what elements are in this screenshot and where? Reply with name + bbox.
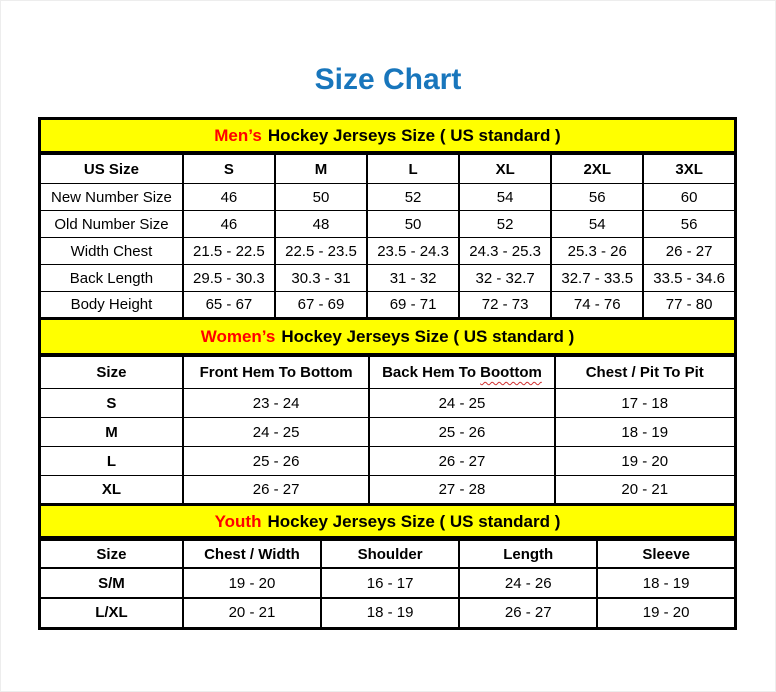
size-value-cell: 26 - 27 [459,598,597,628]
size-value-cell: 18 - 19 [321,598,459,628]
table-row [40,292,736,319]
mens-size-table [38,154,737,320]
table-row [40,184,736,211]
column-header: 2XL [551,155,643,184]
table-row [40,238,736,265]
size-value-cell: 24.3 - 25.3 [459,238,551,265]
column-header: L [367,155,459,184]
table-row [40,568,736,598]
band-highlight-mens: Men’s [214,126,262,145]
size-value-cell: 69 - 71 [367,292,459,319]
size-value-cell: 27 - 28 [369,476,554,505]
row-label: L/XL [40,598,183,628]
womens-size-table [38,356,737,506]
size-value-cell: 32.7 - 33.5 [551,265,643,292]
size-value-cell: 29.5 - 30.3 [183,265,275,292]
size-value-cell: 50 [275,184,367,211]
size-value-cell: 72 - 73 [459,292,551,319]
table-row [40,265,736,292]
row-label: Old Number Size [40,211,183,238]
header-row [40,357,736,389]
column-header [369,357,554,389]
size-value-cell: 48 [275,211,367,238]
header-row [40,155,736,184]
size-value-cell: 19 - 20 [555,447,736,476]
size-value-cell: 77 - 80 [643,292,735,319]
size-value-cell: 25.3 - 26 [551,238,643,265]
header-row [40,540,736,568]
mens-section-band [38,117,737,154]
column-header: 3XL [643,155,735,184]
column-header: Shoulder [321,540,459,568]
size-value-cell: 60 [643,184,735,211]
size-value-cell: 16 - 17 [321,568,459,598]
size-value-cell: 33.5 - 34.6 [643,265,735,292]
size-value-cell: 25 - 26 [369,418,554,447]
row-label: M [40,418,183,447]
row-label: L [40,447,183,476]
size-value-cell: 25 - 26 [183,447,370,476]
band-highlight-youth: Youth [214,511,262,531]
table-row [40,447,736,476]
row-label: Width Chest [40,238,183,265]
column-header: Sleeve [597,540,735,568]
size-value-cell: 50 [367,211,459,238]
womens-size-section [38,320,737,506]
column-header: Length [459,540,597,568]
size-value-cell: 56 [643,211,735,238]
size-value-cell: 17 - 18 [555,389,736,418]
row-label: Back Length [40,265,183,292]
size-value-cell: 30.3 - 31 [275,265,367,292]
size-value-cell: 46 [183,184,275,211]
youth-size-section [38,506,737,630]
table-row [40,476,736,505]
size-value-cell: 23.5 - 24.3 [367,238,459,265]
size-value-cell: 46 [183,211,275,238]
row-label: Body Height [40,292,183,319]
column-header: M [275,155,367,184]
size-value-cell: 24 - 25 [183,418,370,447]
table-row [40,389,736,418]
size-value-cell: 20 - 21 [555,476,736,505]
column-header: XL [459,155,551,184]
band-title: Hockey Jerseys Size ( US standard ) [267,126,561,145]
column-header: US Size [40,155,183,184]
band-highlight-womens: Women’s [200,327,276,346]
table-row [40,211,736,238]
row-label: New Number Size [40,184,183,211]
column-header-text: Back Hem To [382,364,481,381]
size-value-cell: 19 - 20 [183,568,321,598]
size-value-cell: 24 - 26 [459,568,597,598]
size-value-cell: 67 - 69 [275,292,367,319]
mens-size-section [38,117,737,320]
size-value-cell: 31 - 32 [367,265,459,292]
size-value-cell: 54 [551,211,643,238]
size-value-cell: 56 [551,184,643,211]
column-header: Size [40,357,183,389]
column-header: Chest / Width [183,540,321,568]
youth-section-band [38,506,737,539]
size-value-cell: 26 - 27 [183,476,370,505]
size-value-cell: 26 - 27 [643,238,735,265]
size-value-cell: 19 - 20 [597,598,735,628]
table-row [40,418,736,447]
row-label: XL [40,476,183,505]
size-value-cell: 52 [367,184,459,211]
page-title: Size Chart [314,63,462,96]
band-title: Hockey Jerseys Size ( US standard ) [281,327,575,346]
column-header: Size [40,540,183,568]
size-value-cell: 74 - 76 [551,292,643,319]
size-value-cell: 54 [459,184,551,211]
size-value-cell: 24 - 25 [369,389,554,418]
size-value-cell: 65 - 67 [183,292,275,319]
womens-section-band [38,320,737,356]
size-value-cell: 18 - 19 [597,568,735,598]
size-value-cell: 22.5 - 23.5 [275,238,367,265]
misspelled-word: Boottom [480,364,542,381]
size-value-cell: 20 - 21 [183,598,321,628]
youth-size-table [38,539,737,630]
size-chart [38,117,737,630]
band-title: Hockey Jerseys Size ( US standard ) [267,511,561,531]
size-value-cell: 23 - 24 [183,389,370,418]
row-label: S [40,389,183,418]
row-label: S/M [40,568,183,598]
size-value-cell: 21.5 - 22.5 [183,238,275,265]
size-value-cell: 18 - 19 [555,418,736,447]
size-value-cell: 52 [459,211,551,238]
size-value-cell: 32 - 32.7 [459,265,551,292]
table-row [40,598,736,628]
column-header: Front Hem To Bottom [183,357,370,389]
size-value-cell: 26 - 27 [369,447,554,476]
column-header: Chest / Pit To Pit [555,357,736,389]
column-header: S [183,155,275,184]
